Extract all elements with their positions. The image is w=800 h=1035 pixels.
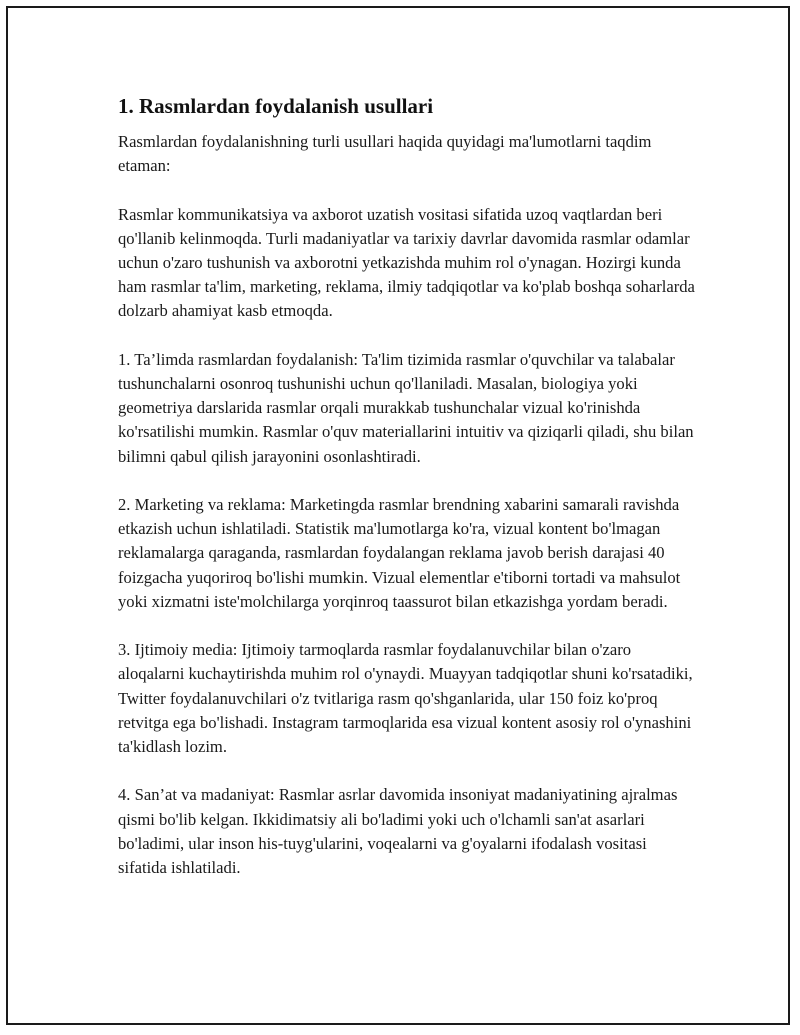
document-title: 1. Rasmlardan foydalanish usullari: [118, 94, 434, 118]
document-body: [118, 92, 698, 904]
art-culture-paragraph: 4. San’at va madaniyat: Rasmlar asrlar davomida insoniyat madaniyatining ajralmas qismi bo'lib kelgan. Ikkidimatsiy ali bo'ladimi yoki uch o'lchamli san'at asarlari bo'ladimi, ular inson his-tuyg'ularini, voqealarni va g'oyalarni ifodalash vositasi sifatida ishlatiladi.: [118, 785, 678, 878]
overview-paragraph: Rasmlar kommunikatsiya va axborot uzatish vositasi sifatida uzoq vaqtlardan beri qo'llanib kelinmoqda. Turli madaniyatlar va tarixiy davrlar davomida rasmlar odamlar uchun o'zaro tushunish va axborotni yetkazishda muhim rol o'ynagan. Hozirgi kunda ham rasmlar ta'lim, marketing, reklama, ilmiy tadqiqotlar va ko'plab boshqa soharlarda dolzarb ahamiyat kasb etmoqda.: [118, 204, 695, 321]
social-media-paragraph: 3. Ijtimoiy media: Ijtimoiy tarmoqlarda rasmlar foydalanuvchilar bilan o'zaro aloqalarni kuchaytirishda muhim rol o'ynaydi. Muayyan tadqiqotlar shuni ko'rsatadiki, Twitter foydalanuvchilari o'z tvitlariga rasm qo'shganlarida, ular 150 foiz ko'proq retvitga ega bo'lishadi. Instagram tarmoqlarida esa vizual kontent asosiy rol o'ynashini ta'kidlash lozim.: [118, 640, 693, 757]
education-paragraph: 1. Ta’limda rasmlardan foydalanish: Ta'lim tizimida rasmlar o'quvchilar va talabalar tushunchalarni osonroq tushunishi uchun qo'llaniladi. Masalan, biologiya yoki geometriya darslarida rasmlar orqali murakkab tushunchalar vizual ko'rinishda ko'rsatilishi mumkin. Rasmlar o'quv materiallarini intuitiv va qiziqarli qiladi, shu bilan bilimni qabul qilish jarayonini osonlashtiradi.: [118, 349, 694, 466]
marketing-paragraph: 2. Marketing va reklama: Marketingda rasmlar brendning xabarini samarali ravishda etkazish uchun ishlatiladi. Statistik ma'lumotlarga ko'ra, vizual kontent bo'lmagan reklamalarga qaraganda, rasmlardan foydalangan reklama javob berish darajasi 40 foizgacha yuqoriroq bo'lishi mumkin. Vizual elementlar e'tiborni tortadi va mahsulot yoki xizmatni iste'molchilarga yorqinroq taassurot bilan etkazishga yordam beradi.: [118, 495, 681, 611]
intro-paragraph: Rasmlardan foydalanishning turli usullari haqida quyidagi ma'lumotlarni taqdim etaman:: [118, 132, 652, 176]
